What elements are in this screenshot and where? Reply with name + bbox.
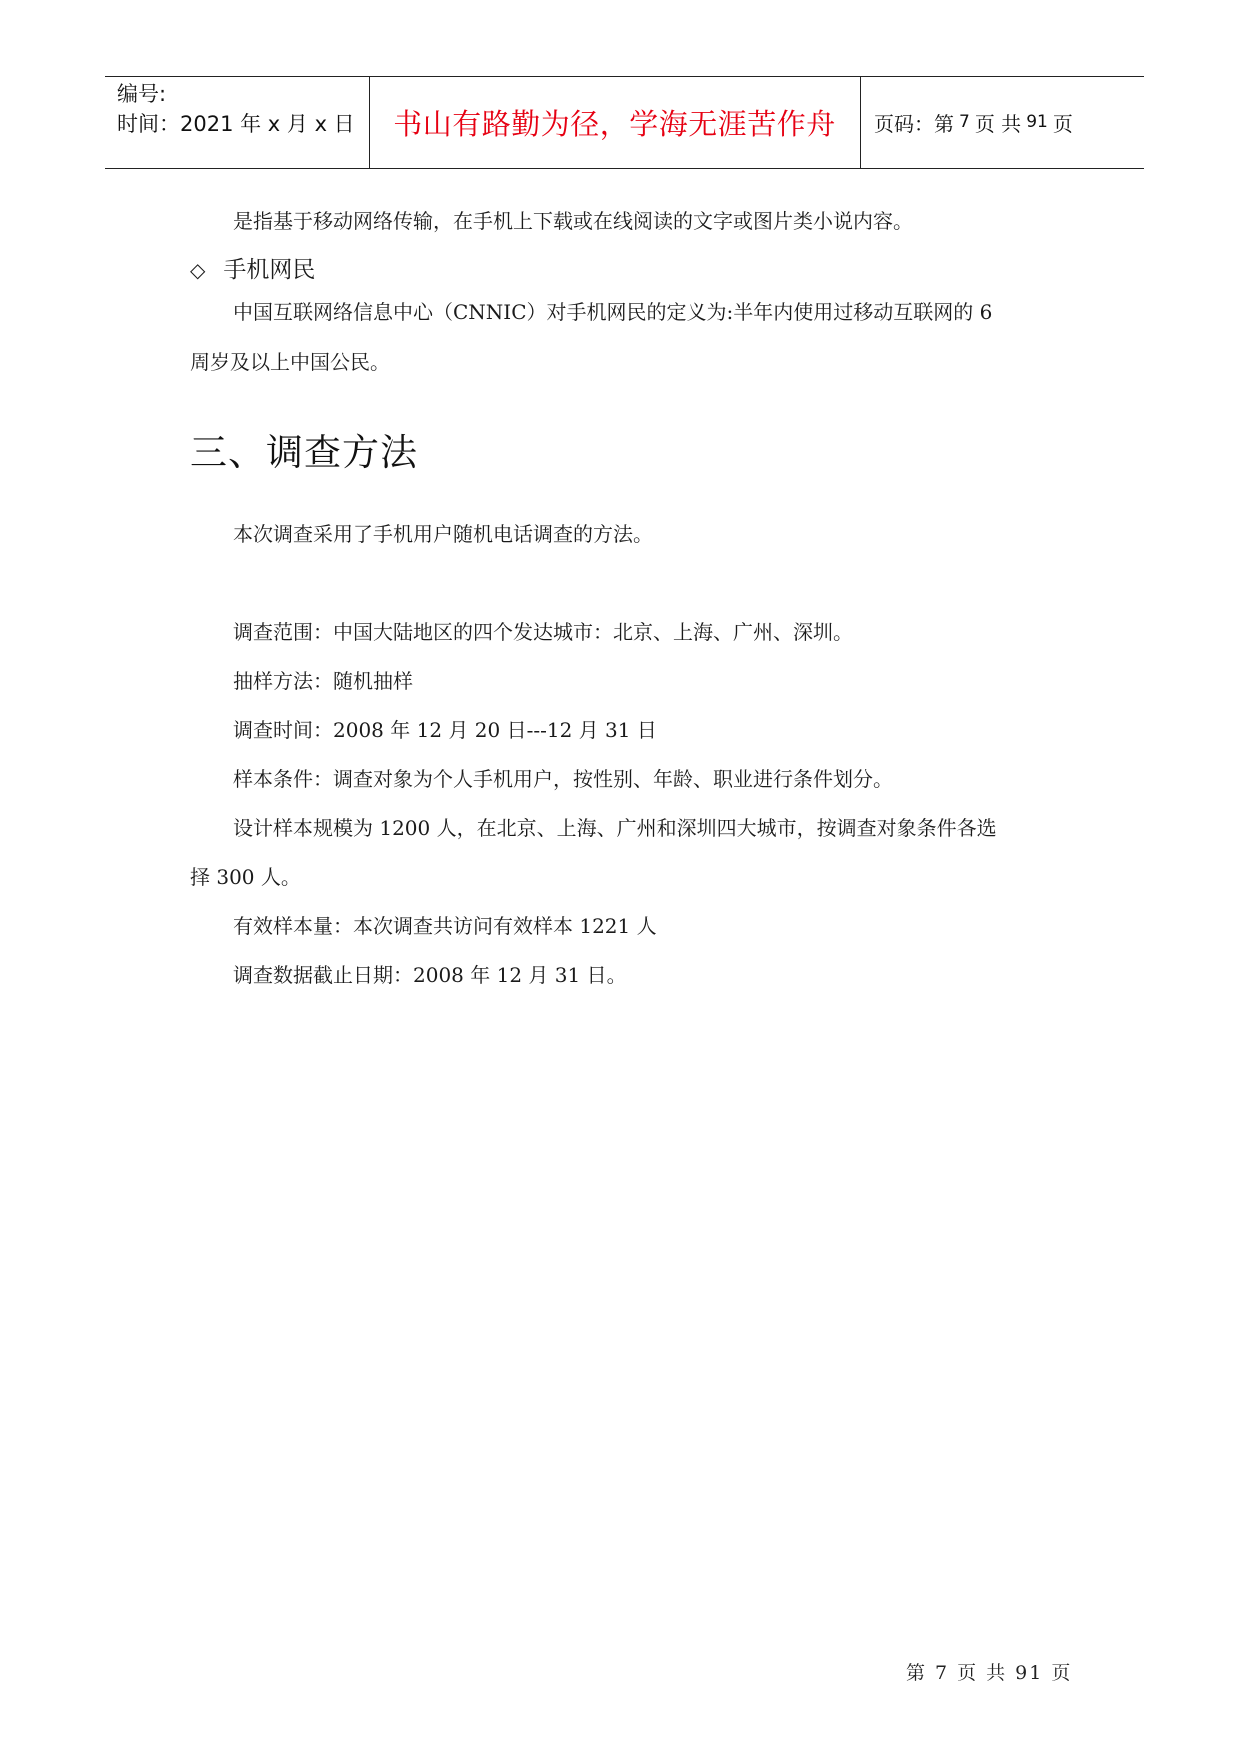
header-page-number <box>874 77 1073 167</box>
page-number-suffix: 页 <box>1052 111 1073 136</box>
page-number-mid: 页 共 <box>974 111 1022 136</box>
header-motto: 书山有路勤为径，学海无涯苦作舟 <box>393 106 836 141</box>
page-number-prefix: 页码：第 <box>874 111 954 136</box>
paragraph-effective-sample: 有效样本量：本次调查共访问有效样本 1221 人 <box>233 914 657 938</box>
footer-page-total: 91 <box>1015 1662 1044 1684</box>
paragraph-cutoff-date: 调查数据截止日期：2008 年 12 月 31 日。 <box>233 963 627 987</box>
header-divider <box>860 77 861 168</box>
footer-suffix: 页 <box>1051 1662 1073 1684</box>
section-title: 三、调查方法 <box>190 431 418 474</box>
page-footer <box>906 1660 1080 1686</box>
paragraph-period: 调查时间：2008 年 12 月 20 日---12 月 31 日 <box>233 718 657 742</box>
footer-prefix: 第 <box>906 1662 928 1684</box>
paragraph-definition-continued: 是指基于移动网络传输，在手机上下载或在线阅读的文字或图片类小说内容。 <box>233 209 913 233</box>
subheading-mobile-users <box>190 254 315 286</box>
header-meta <box>117 79 355 139</box>
document-time: 时间：2021 年 x 月 x 日 <box>117 112 355 136</box>
footer-page-current: 7 <box>935 1662 950 1684</box>
document-number-label: 编号: <box>117 82 167 106</box>
paragraph-method-intro: 本次调查采用了手机用户随机电话调查的方法。 <box>233 522 653 546</box>
subheading-text: 手机网民 <box>223 257 316 283</box>
paragraph-mobile-users-line-2: 周岁及以上中国公民。 <box>190 350 390 374</box>
paragraph-design-line-1: 设计样本规模为 1200 人，在北京、上海、广州和深圳四大城市，按调查对象条件各选 <box>233 816 997 840</box>
diamond-bullet-icon: ◇ <box>190 258 206 282</box>
paragraph-mobile-users-line-1: 中国互联网络信息中心（CNNIC）对手机网民的定义为:半年内使用过移动互联网的 6 <box>233 300 993 324</box>
paragraph-design-line-2: 择 300 人。 <box>190 865 301 889</box>
paragraph-scope: 调查范围：中国大陆地区的四个发达城市：北京、上海、广州、深圳。 <box>233 620 853 644</box>
paragraph-sampling: 抽样方法：随机抽样 <box>233 669 413 693</box>
footer-mid: 页 共 <box>957 1662 1008 1684</box>
page-number-total: 91 <box>1026 112 1048 132</box>
paragraph-sample-conditions: 样本条件：调查对象为个人手机用户，按性别、年龄、职业进行条件划分。 <box>233 767 893 791</box>
page-number-current: 7 <box>959 112 970 132</box>
page-header <box>105 76 1144 169</box>
